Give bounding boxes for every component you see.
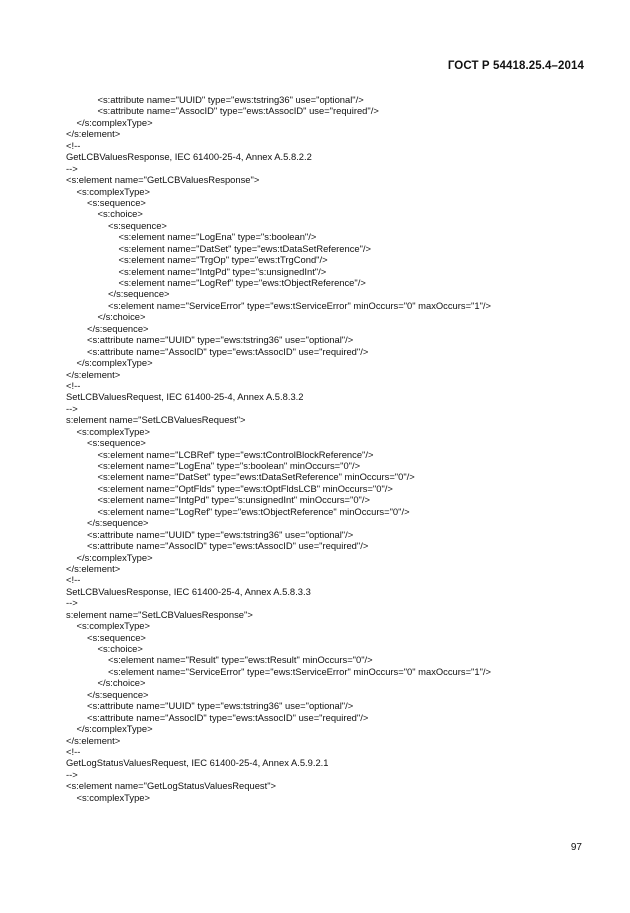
code-line: GetLogStatusValuesRequest, IEC 61400-25-4, Annex A.5.9.2.1 xyxy=(66,757,329,769)
code-line: <s:element name="LCBRef" type="ews:tControlBlockReference"/> xyxy=(97,448,374,460)
code-line: <s:element name="TrgOp" type="ews:tTrgCond"/> xyxy=(118,254,328,266)
code-line: <s:attribute name="UUID" type="ews:tstring36" use="optional"/> xyxy=(87,528,354,540)
code-line: <s:element name="GetLogStatusValuesRequest"> xyxy=(66,780,276,792)
page-number: 97 xyxy=(570,842,582,853)
code-line: <s:complexType> xyxy=(76,791,150,803)
code-line: s:element name="SetLCBValuesRequest"> xyxy=(66,414,246,426)
code-line: </s:choice> xyxy=(97,677,146,689)
code-line: </s:element> xyxy=(66,128,121,140)
code-line: <s:element name="IntgPd" type="s:unsignedInt"/> xyxy=(118,265,327,277)
code-line: </s:sequence> xyxy=(87,517,149,529)
code-line: --> xyxy=(66,402,78,414)
code-line: <s:element name="Result" type="ews:tResult" minOccurs="0"/> xyxy=(108,654,373,666)
code-line: <s:complexType> xyxy=(76,185,150,197)
code-line: <s:attribute name="UUID" type="ews:tstring36" use="optional"/> xyxy=(87,334,354,346)
code-line: <s:attribute name="AssocID" type="ews:tAssocID" use="required"/> xyxy=(87,711,369,723)
code-line: <s:sequence> xyxy=(108,219,167,231)
code-line: <!-- xyxy=(66,745,81,757)
document-id-header: ГОСТ Р 54418.25.4–2014 xyxy=(447,60,584,72)
code-line: <s:element name="LogEna" type="s:boolean"/> xyxy=(118,231,317,243)
code-line: </s:element> xyxy=(66,368,121,380)
code-line: </s:complexType> xyxy=(76,723,153,735)
code-line: <s:attribute name="UUID" type="ews:tstring36" use="optional"/> xyxy=(97,94,364,105)
code-line: <s:attribute name="AssocID" type="ews:tAssocID" use="required"/> xyxy=(87,345,369,357)
code-line: <s:attribute name="UUID" type="ews:tstring36" use="optional"/> xyxy=(87,700,354,712)
code-line: GetLCBValuesResponse, IEC 61400-25-4, Annex A.5.8.2.2 xyxy=(66,151,312,163)
code-line: </s:complexType> xyxy=(76,551,153,563)
code-line: --> xyxy=(66,768,78,780)
code-line: <s:element name="ServiceError" type="ews:tServiceError" minOccurs="0" maxOccurs="1"/> xyxy=(108,665,492,677)
code-line: <s:element name="ServiceError" type="ews:tServiceError" minOccurs="0" maxOccurs="1"/> xyxy=(108,299,492,311)
code-line: <s:element name="GetLCBValuesResponse"> xyxy=(66,174,260,186)
code-line: </s:sequence> xyxy=(87,322,149,334)
code-line: <s:complexType> xyxy=(76,620,150,632)
code-line: </s:complexType> xyxy=(76,116,153,128)
code-line: <s:element name="DatSet" type="ews:tDataSetReference"/> xyxy=(118,242,372,254)
code-line: </s:element> xyxy=(66,734,121,746)
code-line: </s:sequence> xyxy=(108,288,170,300)
code-line: <!-- xyxy=(66,379,81,391)
code-line: <s:sequence> xyxy=(87,196,146,208)
code-line: --> xyxy=(66,597,78,609)
code-line: <s:element name="LogRef" type="ews:tObjectReference" minOccurs="0"/> xyxy=(97,505,410,517)
code-line: SetLCBValuesRequest, IEC 61400-25-4, Annex A.5.8.3.2 xyxy=(66,391,304,403)
code-line: <s:element name="OptFlds" type="ews:tOptFldsLCB" minOccurs="0"/> xyxy=(97,482,393,494)
code-line: <s:sequence> xyxy=(87,437,146,449)
code-line: <s:complexType> xyxy=(76,425,150,437)
code-line: </s:choice> xyxy=(97,311,146,323)
code-line: <s:attribute name="AssocID" type="ews:tAssocID" use="required"/> xyxy=(87,540,369,552)
code-line: --> xyxy=(66,162,78,174)
code-line: SetLCBValuesResponse, IEC 61400-25-4, Annex A.5.8.3.3 xyxy=(66,585,311,597)
code-line: </s:element> xyxy=(66,562,121,574)
code-line: <s:choice> xyxy=(97,643,143,654)
code-line: <!-- xyxy=(66,139,81,151)
code-line: <s:sequence> xyxy=(87,631,146,643)
code-line: <s:element name="DatSet" type="ews:tDataSetReference" minOccurs="0"/> xyxy=(97,471,415,483)
code-line: <s:element name="LogRef" type="ews:tObjectReference"/> xyxy=(118,277,366,288)
xml-code-listing xyxy=(66,94,610,803)
code-line: <s:element name="IntgPd" type="s:unsignedInt" minOccurs="0"/> xyxy=(97,494,370,506)
code-line: </s:complexType> xyxy=(76,357,153,369)
code-line: <s:element name="LogEna" type="s:boolean" minOccurs="0"/> xyxy=(97,460,361,471)
code-line: <s:attribute name="AssocID" type="ews:tAssocID" use="required"/> xyxy=(97,105,379,117)
code-line: s:element name="SetLCBValuesResponse"> xyxy=(66,608,253,620)
code-line: <!-- xyxy=(66,574,81,586)
code-line: </s:sequence> xyxy=(87,688,149,700)
code-line: <s:choice> xyxy=(97,208,143,220)
